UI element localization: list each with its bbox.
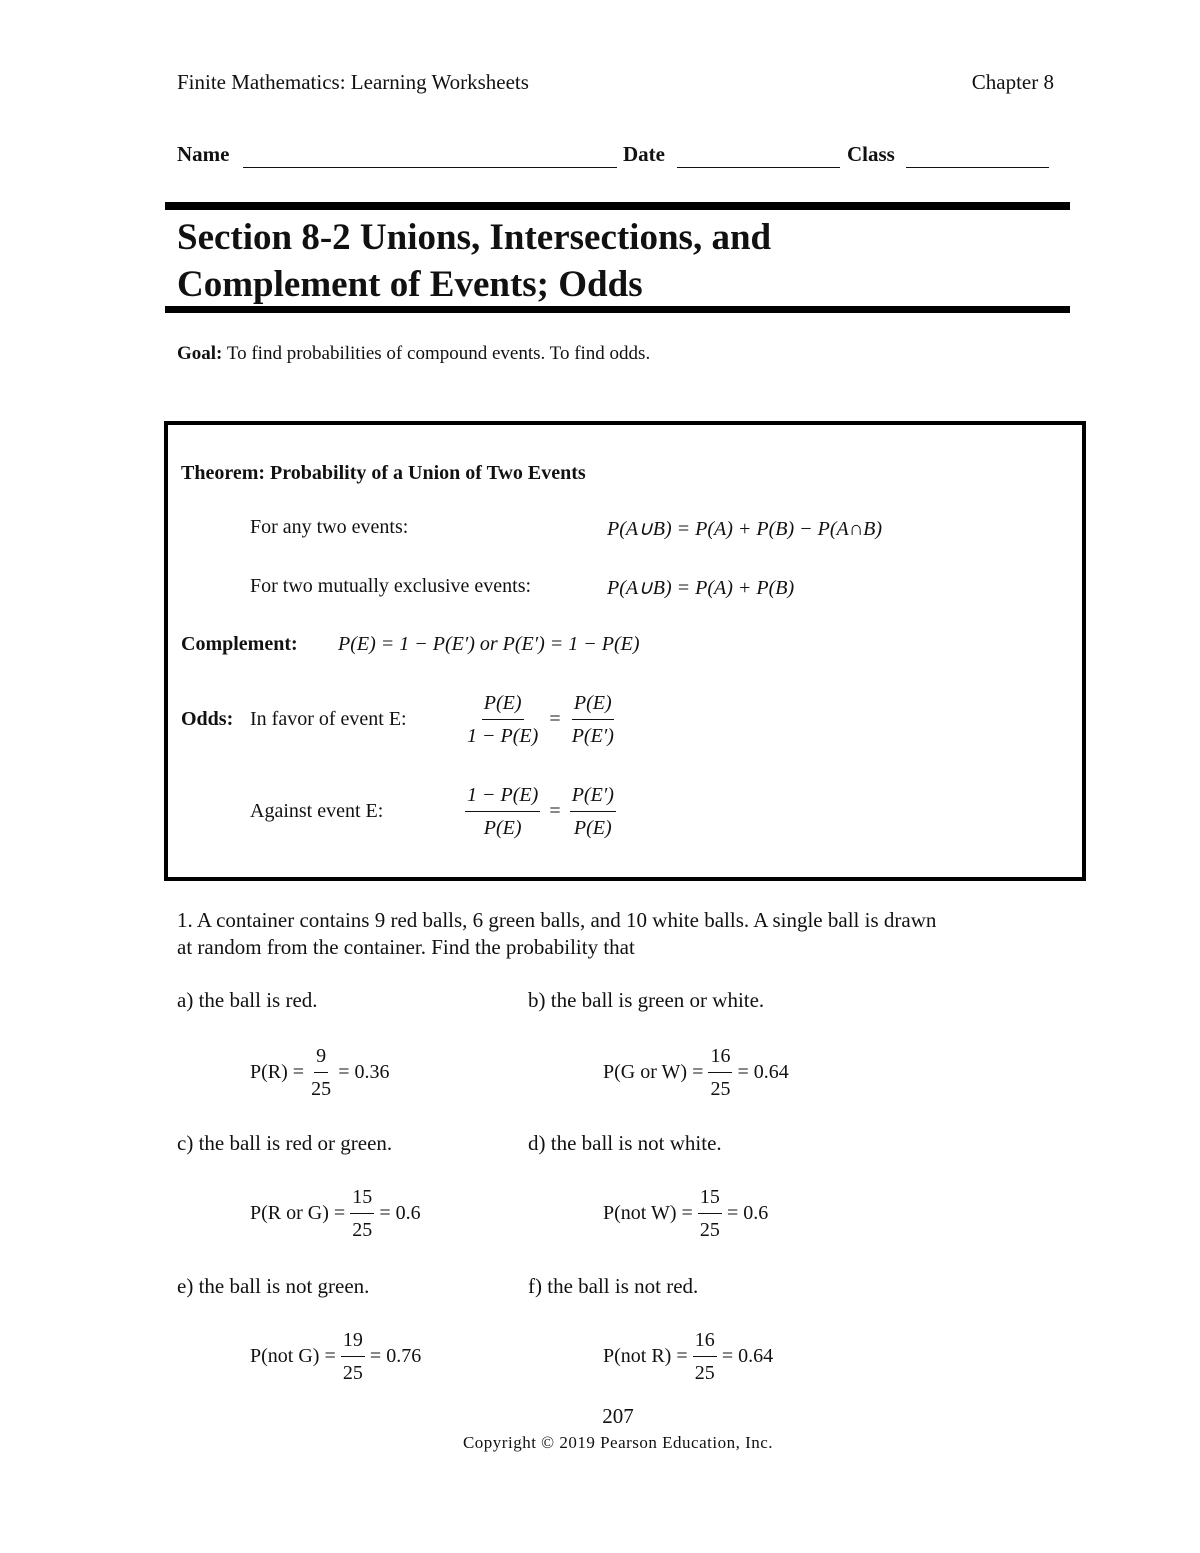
answer-lhs: P(not W) = [603, 1202, 693, 1224]
class-blank-line [906, 167, 1049, 168]
part-f-answer [603, 1327, 773, 1386]
part-b-answer [603, 1043, 789, 1102]
in-favor-formula [465, 690, 616, 749]
fraction-numerator: 15 [698, 1184, 722, 1214]
date-label: Date [623, 142, 665, 166]
answer-fraction [693, 1327, 717, 1386]
fraction-numerator: 1 − P(E) [465, 782, 540, 812]
answer-rhs: = 0.76 [369, 1345, 422, 1367]
answer-fraction [708, 1043, 732, 1102]
goal-text: To find probabilities of compound events. To find odds. [226, 343, 651, 364]
section-title [177, 214, 771, 308]
equals-sign: = [549, 708, 561, 730]
running-header-chapter: Chapter 8 [971, 70, 1054, 94]
answer-rhs: = 0.6 [726, 1202, 769, 1224]
in-favor-fraction-2 [570, 690, 616, 749]
any-two-events-label: For any two events: [250, 516, 409, 538]
class-label: Class [847, 142, 895, 166]
part-e-label: e) the ball is not green. [177, 1274, 370, 1298]
goal-label: Goal: [177, 343, 223, 364]
part-c-label: c) the ball is red or green. [177, 1131, 393, 1155]
name-label: Name [177, 142, 230, 166]
fraction-denominator: 25 [710, 1078, 731, 1100]
answer-rhs: = 0.36 [338, 1061, 390, 1083]
part-f-label: f) the ball is not red. [528, 1274, 699, 1298]
fraction-numerator: 9 [314, 1043, 328, 1073]
part-e-answer [250, 1327, 421, 1386]
equals-sign: = [549, 800, 561, 822]
theorem-title: Theorem: Probability of a Union of Two Events [181, 462, 586, 484]
problem-intro-line1: 1. A container contains 9 red balls, 6 green balls, and 10 white balls. A single ball is drawn [177, 908, 937, 932]
answer-lhs: P(not R) = [603, 1345, 688, 1367]
answer-fraction [698, 1184, 722, 1243]
fraction-numerator: P(E) [572, 690, 614, 720]
goal-statement [177, 343, 650, 365]
fraction-denominator: 25 [699, 1219, 720, 1241]
part-d-answer [603, 1184, 768, 1243]
against-fraction-1 [465, 782, 540, 841]
fraction-numerator: 16 [708, 1043, 732, 1073]
fraction-denominator: P(E′) [571, 725, 614, 747]
fraction-denominator: P(E) [573, 817, 612, 839]
in-favor-fraction-1 [465, 690, 540, 749]
complement-label: Complement: [181, 633, 298, 655]
part-c-answer [250, 1184, 421, 1243]
fraction-denominator: 1 − P(E) [467, 725, 539, 747]
complement-formula: P(E) = 1 − P(E′) or P(E′) = 1 − P(E) [338, 633, 640, 655]
copyright-notice: Copyright © 2019 Pearson Education, Inc. [462, 1433, 774, 1452]
against-fraction-2 [570, 782, 616, 841]
fraction-denominator: 25 [694, 1362, 715, 1384]
in-favor-label: In favor of event E: [250, 708, 407, 730]
odds-label: Odds: [181, 708, 234, 730]
section-title-line2: Complement of Events; Odds [177, 264, 643, 305]
title-rule-top [165, 202, 1070, 210]
answer-fraction [350, 1184, 374, 1243]
fraction-denominator: 25 [352, 1219, 373, 1241]
union-formula-mutually-exclusive: P(A∪B) = P(A) + P(B) [607, 577, 795, 599]
section-title-line1: Section 8-2 Unions, Intersections, and [177, 217, 772, 258]
fraction-numerator: P(E′) [570, 782, 616, 812]
part-d-label: d) the ball is not white. [528, 1131, 722, 1155]
mutually-exclusive-label: For two mutually exclusive events: [250, 575, 532, 597]
part-a-answer [250, 1043, 390, 1102]
name-date-class-row [177, 142, 1050, 172]
answer-rhs: = 0.64 [721, 1345, 774, 1367]
fraction-denominator: 25 [311, 1078, 332, 1100]
answer-lhs: P(R) = [250, 1061, 305, 1083]
fraction-denominator: P(E) [483, 817, 522, 839]
fraction-numerator: 19 [341, 1327, 365, 1357]
union-formula-general: P(A∪B) = P(A) + P(B) − P(A∩B) [607, 518, 883, 540]
fraction-numerator: 16 [693, 1327, 717, 1357]
problem-intro-line2: at random from the container. Find the probability that [177, 935, 635, 959]
fraction-denominator: 25 [342, 1362, 363, 1384]
answer-rhs: = 0.64 [737, 1061, 789, 1083]
running-header-title: Finite Mathematics: Learning Worksheets [177, 70, 529, 94]
page-number: 207 [602, 1404, 634, 1428]
fraction-numerator: 15 [350, 1184, 374, 1214]
date-blank-line [677, 167, 840, 168]
answer-lhs: P(not G) = [250, 1345, 336, 1367]
answer-lhs: P(G or W) = [603, 1061, 704, 1083]
name-blank-line [243, 167, 617, 168]
answer-fraction [341, 1327, 365, 1386]
answer-lhs: P(R or G) = [250, 1202, 346, 1224]
title-rule-bottom [165, 306, 1070, 313]
answer-rhs: = 0.6 [379, 1202, 421, 1224]
part-b-label: b) the ball is green or white. [528, 988, 765, 1012]
against-formula [465, 782, 616, 841]
answer-fraction [309, 1043, 333, 1102]
against-label: Against event E: [250, 800, 384, 822]
fraction-numerator: P(E) [482, 690, 524, 720]
part-a-label: a) the ball is red. [177, 988, 318, 1012]
